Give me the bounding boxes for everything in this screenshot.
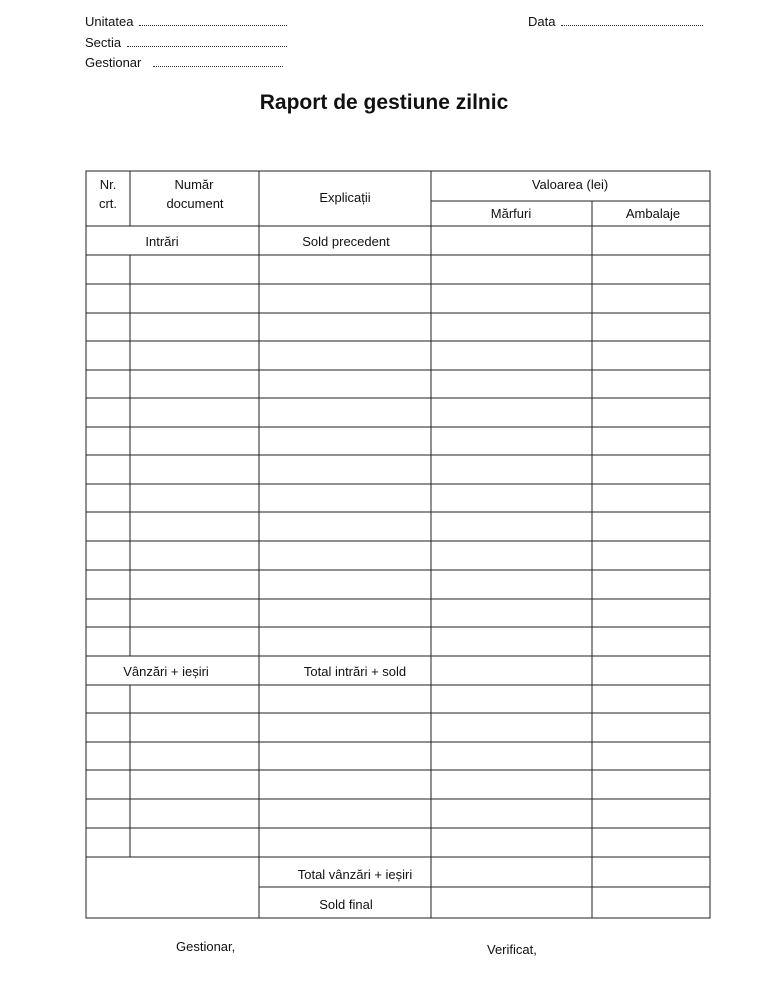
- sold-precedent-label: Sold precedent: [302, 234, 390, 249]
- col-explicatii-label: Explicații: [319, 190, 371, 205]
- sold-final-label: Sold final: [319, 897, 373, 912]
- col-doc-label-1: Număr: [174, 177, 214, 192]
- col-marfuri-label: Mărfuri: [490, 206, 532, 221]
- vanzari-label: Vânzări + ieșiri: [123, 664, 209, 679]
- unitatea-label: Unitatea: [85, 14, 134, 29]
- gestionar-label: Gestionar: [85, 55, 142, 70]
- verificat-signature-label: Verificat,: [487, 942, 537, 957]
- total-intrari-label: Total intrări + sold: [303, 664, 407, 679]
- col-doc-label-2: document: [166, 196, 224, 211]
- col-nr-label-1: Nr.: [99, 177, 117, 192]
- sectia-label: Sectia: [85, 35, 122, 50]
- col-nr-label-2: crt.: [98, 196, 118, 211]
- intrari-label: Intrări: [145, 234, 179, 249]
- page-title: Raport de gestiune zilnic: [259, 91, 509, 114]
- table-border: [86, 171, 710, 918]
- total-vanzari-label: Total vânzări + ieșiri: [297, 867, 413, 882]
- col-ambalaje-label: Ambalaje: [625, 206, 681, 221]
- col-valoare-label: Valoarea (lei): [531, 177, 609, 192]
- gestionar-signature-label: Gestionar,: [176, 939, 236, 954]
- data-label: Data: [528, 14, 556, 29]
- table-grid: [86, 171, 710, 918]
